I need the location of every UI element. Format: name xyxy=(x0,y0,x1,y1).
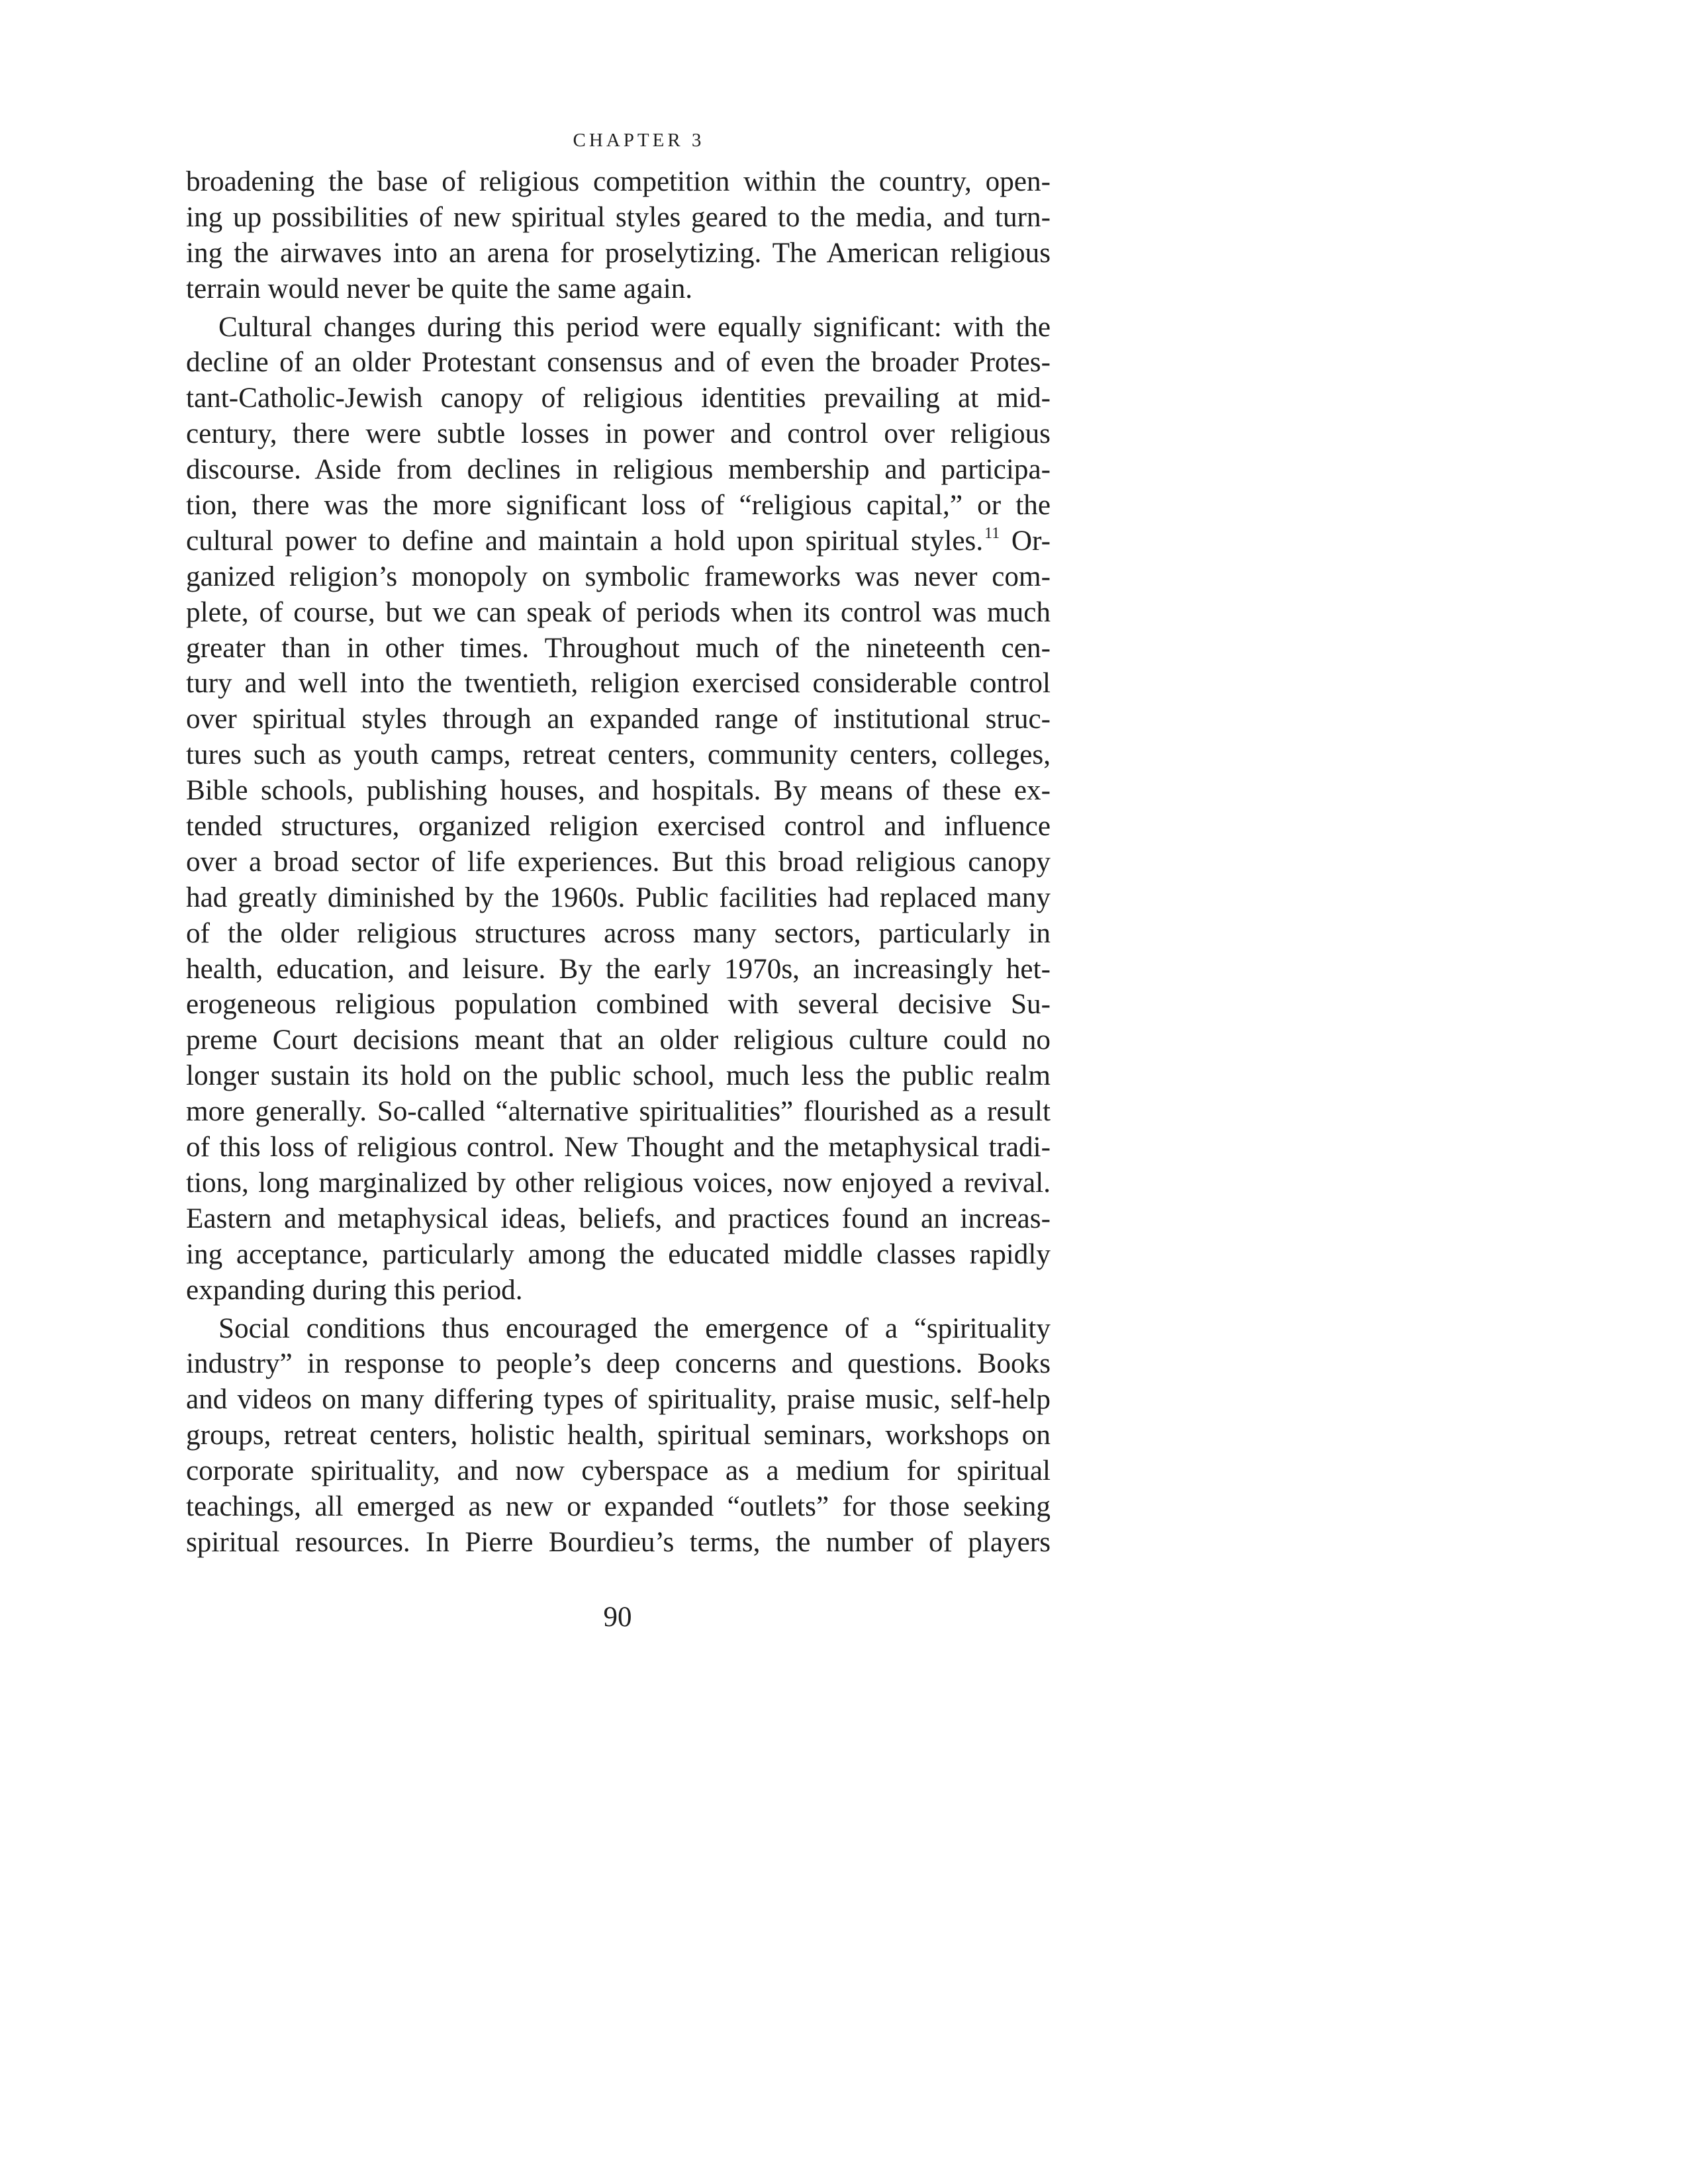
text-line: tury and well into the twentieth, religion exercised considerable control xyxy=(186,668,1051,700)
body-text xyxy=(186,164,1051,1561)
page-number: 90 xyxy=(603,1602,632,1633)
text-line: broadening the base of religious competition within the country, open- xyxy=(186,166,1051,197)
text-line: plete, of course, but we can speak of periods when its control was much xyxy=(186,596,1051,628)
text-line: ganized religion’s monopoly on symbolic frameworks was never com- xyxy=(186,561,1051,592)
text-line: greater than in other times. Throughout much of the nineteenth cen- xyxy=(186,632,1051,664)
text-line: industry” in response to people’s deep concerns and questions. Books xyxy=(186,1348,1051,1380)
text-line: ing acceptance, particularly among the educated middle classes rapidly xyxy=(186,1238,1051,1270)
text-line: Cultural changes during this period were equally significant: with the xyxy=(218,311,1051,343)
text-line: century, there were subtle losses in power and control over religious xyxy=(186,418,1051,450)
text-line-segment: cultural power to define and maintain a hold upon spiritual styles. xyxy=(186,525,984,557)
paragraph xyxy=(186,164,1051,307)
text-line: teachings, all emerged as new or expanded “outlets” for those seeking xyxy=(186,1490,1051,1522)
text-line: Social conditions thus encouraged the emergence of a “spirituality xyxy=(218,1312,1051,1344)
text-line: of the older religious structures across many sectors, particularly in xyxy=(186,917,1051,949)
text-line: health, education, and leisure. By the early 1970s, an increasingly het- xyxy=(186,953,1051,985)
text-line: tion, there was the more significant loss of “religious capital,” or the xyxy=(186,490,1051,522)
text-line: ing the airwaves into an arena for proselytizing. The American religious xyxy=(186,237,1051,269)
text-line: discourse. Aside from declines in religious membership and participa- xyxy=(186,454,1051,486)
text-line: Eastern and metaphysical ideas, beliefs, and practices found an increas- xyxy=(186,1203,1051,1234)
text-line: over spiritual styles through an expanded range of institutional struc- xyxy=(186,704,1051,735)
text-line: tures such as youth camps, retreat centers, community centers, colleges, xyxy=(186,739,1051,771)
text-line: Bible schools, publishing houses, and hospitals. By means of these ex- xyxy=(186,775,1051,807)
text-line: had greatly diminished by the 1960s. Public facilities had replaced many xyxy=(186,882,1051,913)
paragraph xyxy=(186,310,1051,1308)
text-line: more generally. So-called “alternative spiritualities” flourished as a result xyxy=(186,1096,1051,1128)
text-line: preme Court decisions meant that an older religious culture could no xyxy=(186,1024,1051,1056)
text-line: corporate spirituality, and now cyberspace as a medium for spiritual xyxy=(186,1455,1051,1487)
text-line: of this loss of religious control. New Thought and the metaphysical tradi- xyxy=(186,1132,1051,1163)
text-line: spiritual resources. In Pierre Bourdieu’s terms, the number of players xyxy=(186,1526,1051,1558)
text-line: ing up possibilities of new spiritual styles geared to the media, and turn- xyxy=(186,201,1051,233)
text-line: tended structures, organized religion exercised control and influence xyxy=(186,811,1051,842)
text-line: over a broad sector of life experiences. But this broad religious canopy xyxy=(186,846,1051,878)
running-head: CHAPTER 3 xyxy=(573,130,705,151)
text-line: longer sustain its hold on the public school, much less the public realm xyxy=(186,1060,1051,1092)
text-line: tant-Catholic-Jewish canopy of religious identities prevailing at mid- xyxy=(186,383,1051,414)
text-line: tions, long marginalized by other religious voices, now enjoyed a revival. xyxy=(186,1167,1051,1199)
text-line: groups, retreat centers, holistic health, spiritual seminars, workshops on xyxy=(186,1420,1051,1451)
text-line: expanding during this period. xyxy=(186,1274,523,1306)
text-line: terrain would never be quite the same again. xyxy=(186,273,693,304)
paragraph xyxy=(186,1311,1051,1561)
text-line xyxy=(186,523,1051,559)
footnote-marker[interactable]: 11 xyxy=(984,524,1000,542)
text-line: and videos on many differing types of spirituality, praise music, self-help xyxy=(186,1384,1051,1416)
text-line-segment: Or- xyxy=(1000,525,1051,557)
text-line: decline of an older Protestant consensus and of even the broader Protes- xyxy=(186,347,1051,379)
text-line: erogeneous religious population combined with several decisive Su- xyxy=(186,989,1051,1021)
